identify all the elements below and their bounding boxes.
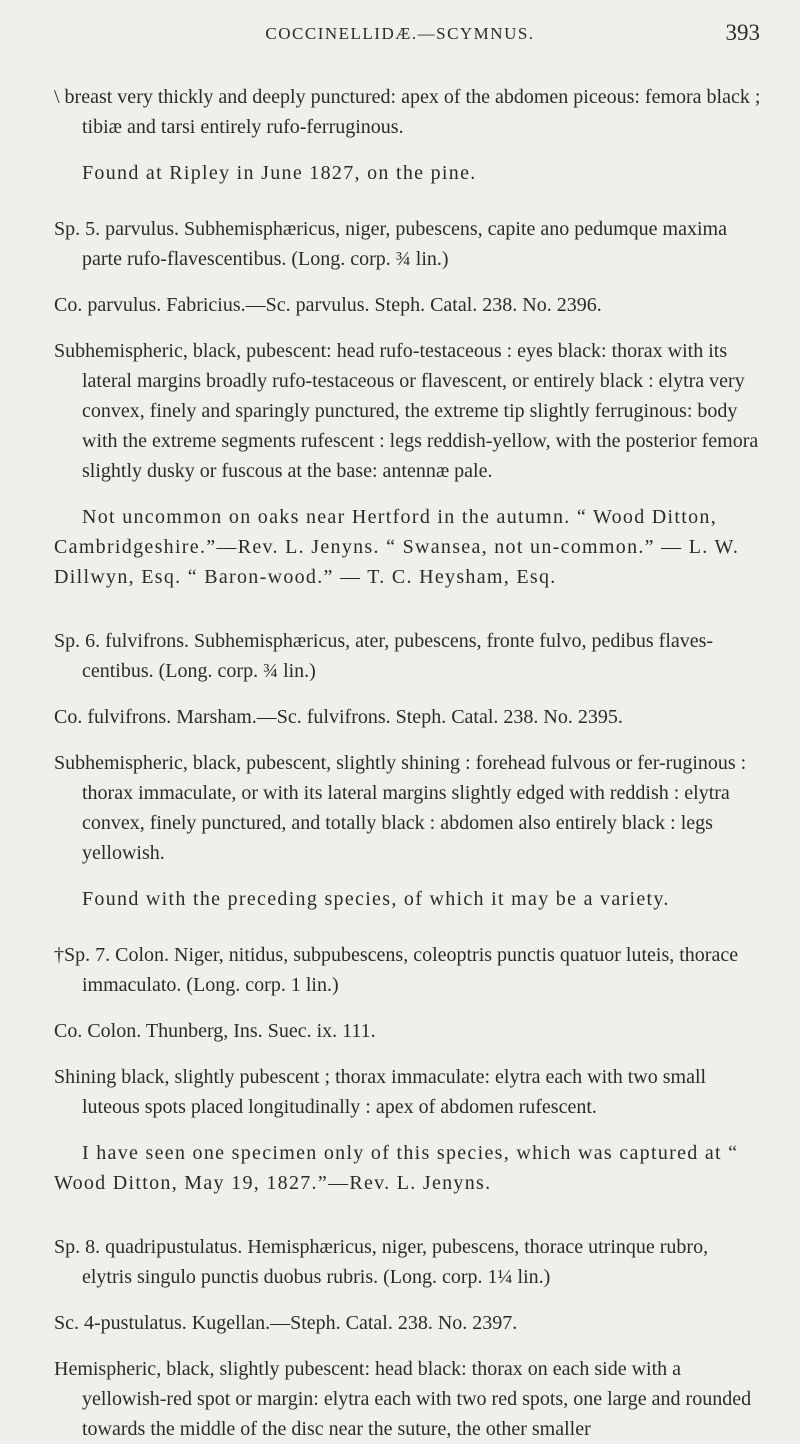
synonymy-quadripustulatus: Sc. 4-pustulatus. Kugellan.—Steph. Catal. 238. No. 2397. <box>54 1312 518 1334</box>
habitat-fulvifrons: Found with the preceding species, of which it may be a variety. <box>82 888 670 910</box>
synonymy-parvulus: Co. parvulus. Fabricius.—Sc. parvulus. Steph. Catal. 238. No. 2396. <box>54 294 602 316</box>
habitat-colon: I have seen one specimen only of this species, which was captured at “ Wood Ditton, May 19, 1827.”—Rev. L. Jenyns. <box>54 1142 739 1194</box>
page-header <box>0 20 800 50</box>
running-head: COCCINELLIDÆ.—SCYMNUS. <box>265 24 535 43</box>
species-heading-parvulus: Sp. 5. parvulus. Subhemisphæricus, niger, pubescens, capite ano pedumque maxima parte rufo-flavescentibus. (Long. corp. ¾ lin.) <box>54 218 727 270</box>
synonymy-colon: Co. Colon. Thunberg, Ins. Suec. ix. 111. <box>54 1020 376 1042</box>
description-fulvifrons: Subhemispheric, black, pubescent, slightly shining : forehead fulvous or fer-ruginous : thorax immaculate, or with its lateral margins slightly edged with reddish : elytra convex, finely punctured, and totally black : abdomen also entirely black : legs yellowish. <box>54 752 747 864</box>
description-quadripustulatus: Hemispheric, black, slightly pubescent: head black: thorax on each side with a yellowish-red spot or margin: elytra each with two red spots, one large and rounded towards the middle of the disc near the suture, the other smaller <box>54 1358 752 1440</box>
description-parvulus: Subhemispheric, black, pubescent: head rufo-testaceous : eyes black: thorax with its lateral margins broadly rufo-testaceous or flavescent, or entirely black : elytra very convex, finely and sparingly punctured, the extreme tip slightly ferruginous: body with the extreme segments rufescent : legs reddish-yellow, with the posterior femora slightly dusky or fuscous at the base: antennæ pale. <box>54 340 759 482</box>
page-number: 393 <box>725 20 760 45</box>
species-heading-quadripustulatus: Sp. 8. quadripustulatus. Hemisphæricus, niger, pubescens, thorace utrinque rubro, elytris singulo punctis duobus rubris. (Long. corp. 1¼ lin.) <box>54 1236 709 1288</box>
paragraph-habitat-ripley: Found at Ripley in June 1827, on the pine. <box>82 162 477 184</box>
description-colon: Shining black, slightly pubescent ; thorax immaculate: elytra each with two small luteous spots placed longitudinally : apex of abdomen rufescent. <box>54 1066 707 1118</box>
synonymy-fulvifrons: Co. fulvifrons. Marsham.—Sc. fulvifrons. Steph. Catal. 238. No. 2395. <box>54 706 623 728</box>
paragraph-breast-description: \ breast very thickly and deeply punctured: apex of the abdomen piceous: femora black ; tibiæ and tarsi entirely rufo-ferruginous. <box>54 86 761 138</box>
species-heading-colon: †Sp. 7. Colon. Niger, nitidus, subpubescens, coleoptris punctis quatuor luteis, thorace immaculato. (Long. corp. 1 lin.) <box>54 944 739 996</box>
body-text <box>54 82 762 1444</box>
species-heading-fulvifrons: Sp. 6. fulvifrons. Subhemisphæricus, ater, pubescens, fronte fulvo, pedibus flaves-centibus. (Long. corp. ¾ lin.) <box>54 630 714 682</box>
habitat-parvulus: Not uncommon on oaks near Hertford in the autumn. “ Wood Ditton, Cambridgeshire.”—Rev. L. Jenyns. “ Swansea, not un-common.” — L. W. Dillwyn, Esq. “ Baron-wood.” — T. C. Heysham, Esq. <box>54 506 740 588</box>
